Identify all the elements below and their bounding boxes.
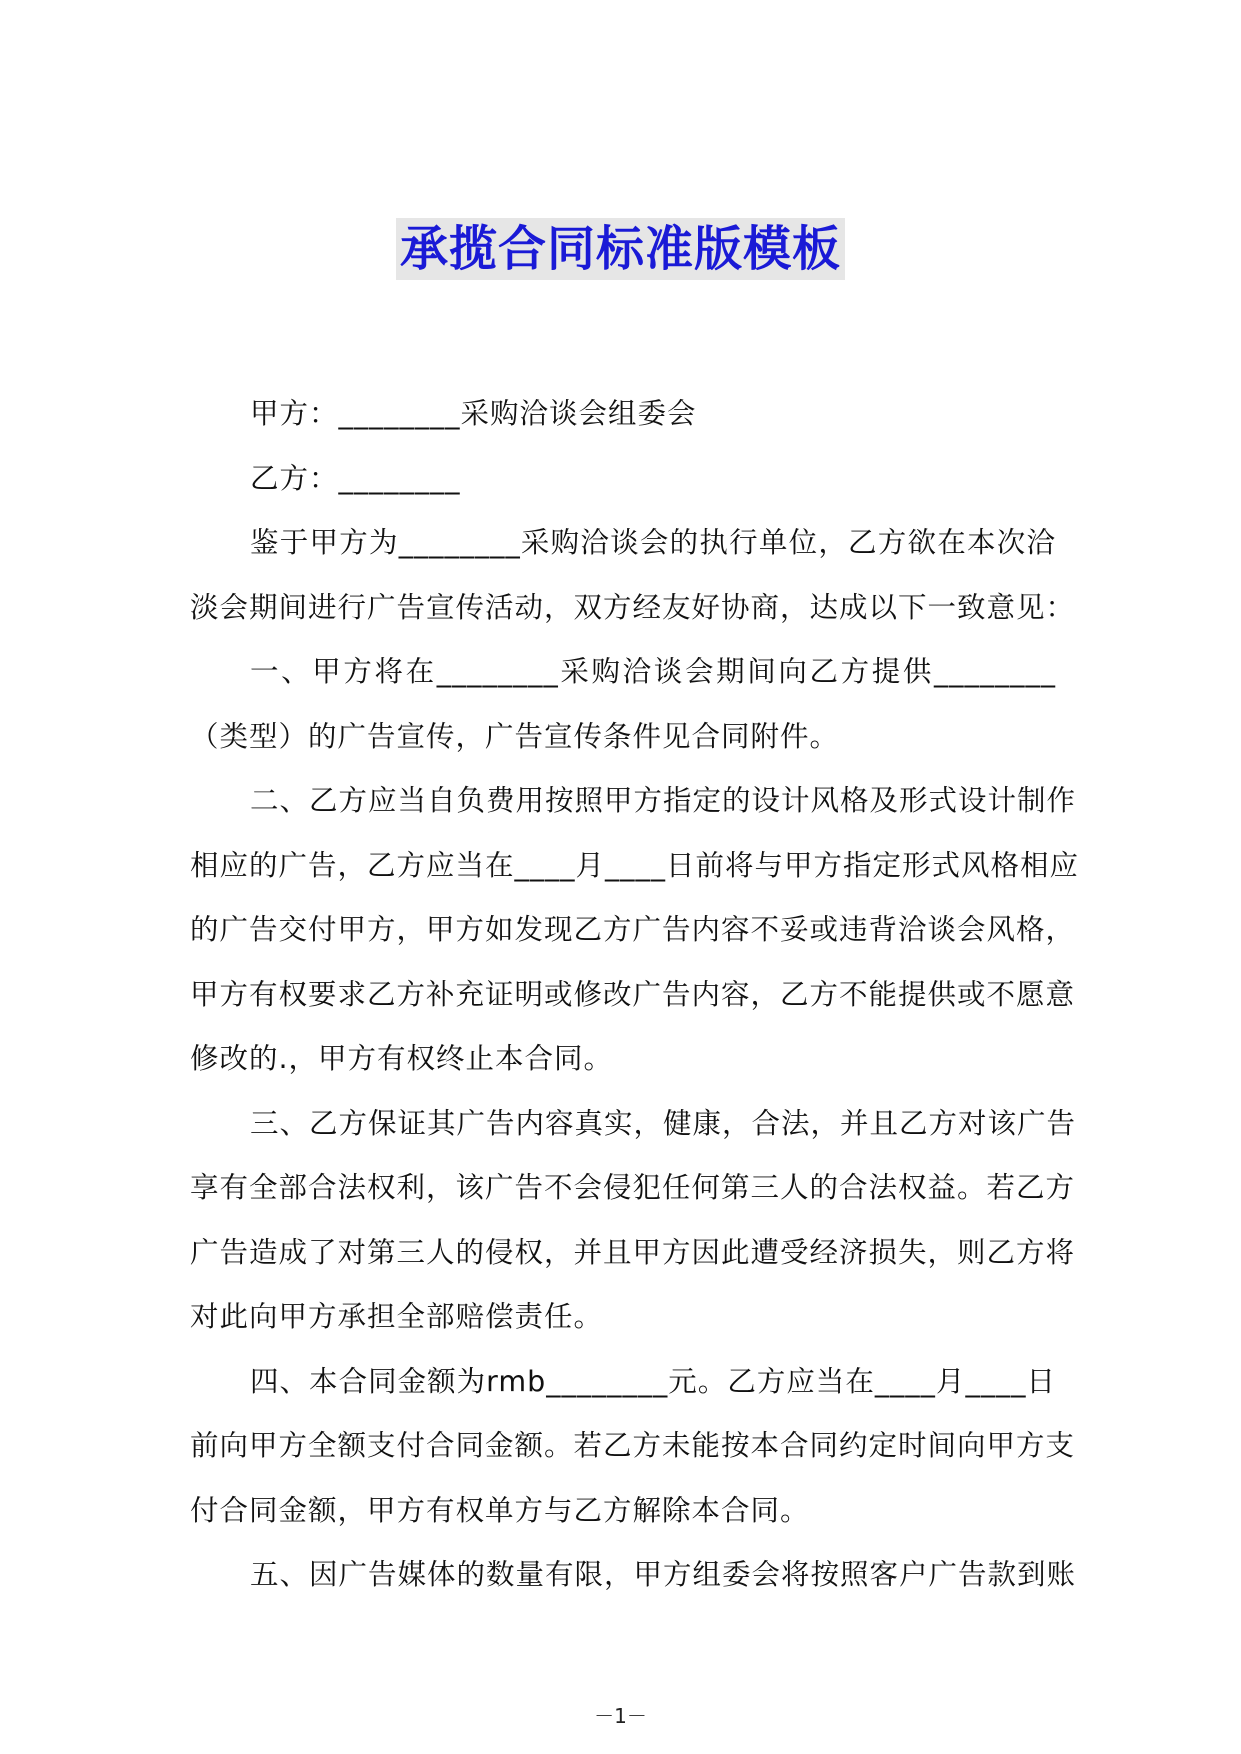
paragraph-line: （类型）的广告宣传，广告宣传条件见合同附件。 xyxy=(190,719,840,753)
paragraph-line: 相应的广告，乙方应当在____月____日前将与甲方指定形式风格相应 xyxy=(190,848,1080,882)
page-number: －1－ xyxy=(594,1704,647,1728)
paragraph-line: 鉴于甲方为________采购洽谈会的执行单位，乙方欲在本次洽 xyxy=(250,526,1056,559)
paragraph-line: 淡会期间进行广告宣传活动，双方经友好协商，达成以下一致意见： xyxy=(190,590,1076,624)
paragraph-line: 对此向甲方承担全部赔偿责任。 xyxy=(190,1300,604,1333)
paragraph-line: 五、因广告媒体的数量有限，甲方组委会将按照客户广告款到账 xyxy=(250,1558,1077,1591)
paragraph-line: 付合同金额，甲方有权单方与乙方解除本合同。 xyxy=(190,1493,810,1527)
party-a-line: 甲方：________采购洽谈会组委会 xyxy=(250,397,697,430)
paragraph-line: 的广告交付甲方，甲方如发现乙方广告内容不妥或违背洽谈会风格， xyxy=(190,913,1076,946)
paragraph-line: 三、乙方保证其广告内容真实，健康，合法，并且乙方对该广告 xyxy=(250,1106,1077,1140)
document-title: 承揽合同标准版模板 xyxy=(396,218,845,280)
paragraph-line: 甲方有权要求乙方补充证明或修改广告内容，乙方不能提供或不愿意 xyxy=(190,977,1076,1011)
paragraph-line: 一、甲方将在________采购洽谈会期间向乙方提供________ xyxy=(250,655,1056,688)
paragraph-line: 享有全部合法权利，该广告不会侵犯任何第三人的合法权益。若乙方 xyxy=(190,1171,1076,1204)
title-container xyxy=(0,218,1241,280)
paragraph-line: 四、本合同金额为rmb________元。乙方应当在____月____日 xyxy=(250,1364,1056,1398)
party-b-line: 乙方：________ xyxy=(250,461,461,495)
paragraph-line: 广告造成了对第三人的侵权，并且甲方因此遭受经济损失，则乙方将 xyxy=(190,1235,1076,1269)
paragraph-line: 前向甲方全额支付合同金额。若乙方未能按本合同约定时间向甲方支 xyxy=(190,1429,1076,1462)
paragraph-line: 修改的.，甲方有权终止本合同。 xyxy=(190,1042,614,1075)
paragraph-line: 二、乙方应当自负费用按照甲方指定的设计风格及形式设计制作 xyxy=(250,784,1077,817)
document-body xyxy=(190,382,1080,1608)
